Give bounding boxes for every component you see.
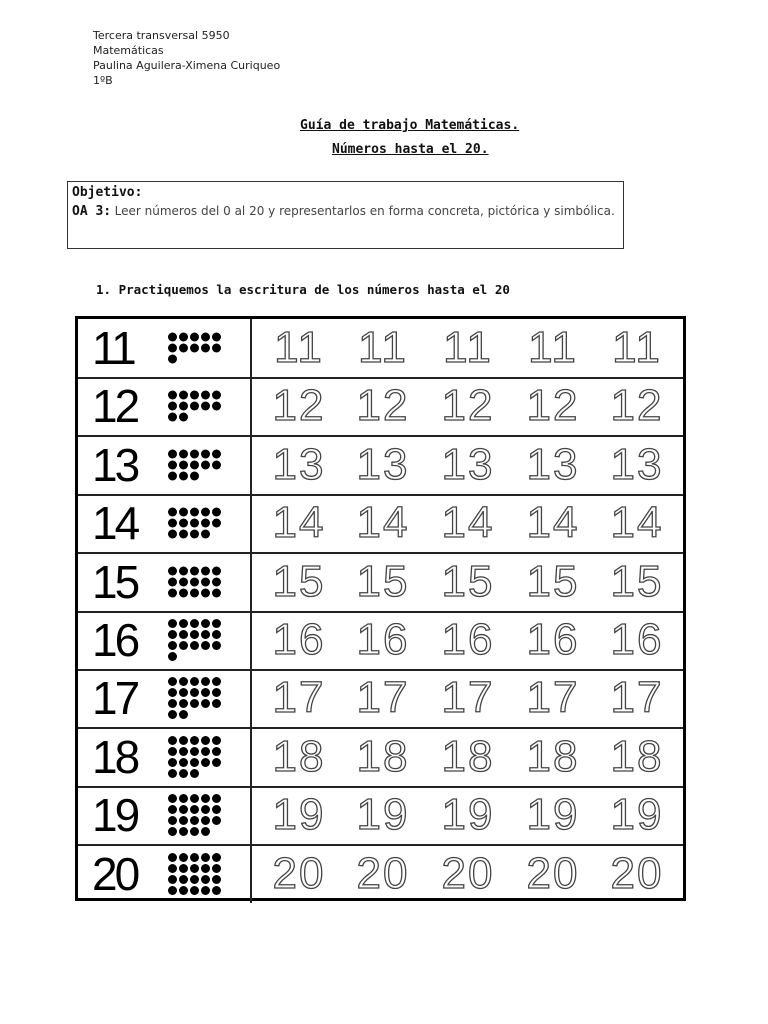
big-number: 13 [92,438,138,491]
counting-dot [212,519,221,528]
counting-dot [179,460,188,469]
big-number: 18 [92,730,138,783]
counting-dot [190,816,199,825]
counting-dot [201,402,210,411]
counting-dot [201,688,210,697]
counting-dot [212,688,221,697]
counting-dot [179,413,188,422]
exercise-title: 1. Practiquemos la escritura de los números hasta el 20 [96,282,510,297]
trace-number[interactable]: 13 [272,439,326,489]
counting-dot [212,460,221,469]
counting-dot [168,402,177,411]
big-number: 12 [92,380,138,433]
trace-number[interactable]: 15 [610,556,664,606]
trace-number[interactable]: 16 [272,615,326,664]
header-grade: 1ºB [93,74,113,87]
counting-dot [190,677,199,686]
counting-dot [190,805,199,814]
counting-dot [179,886,188,895]
counting-dot [212,747,221,756]
counting-dot [168,864,177,873]
counting-dot [201,519,210,528]
counting-dot [190,508,199,517]
counting-dot [201,805,210,814]
dot-group [168,794,223,836]
counting-dot [190,853,199,862]
counting-dot [179,391,188,400]
counting-dot [201,391,210,400]
counting-dot [168,588,177,597]
counting-dot [190,471,199,480]
header-teachers: Paulina Aguilera-Ximena Curiqueo [93,59,281,72]
header-course: Tercera transversal 5950 [93,29,230,42]
trace-number[interactable]: 19 [441,790,495,840]
counting-dot [179,794,188,803]
number-cell [78,611,252,669]
counting-dot [179,699,188,708]
number-cell [78,319,252,377]
dot-group [168,619,223,661]
dot-group [168,677,223,719]
trace-number[interactable]: 20 [441,848,495,898]
counting-dot [168,519,177,528]
counting-dot [201,630,210,639]
trace-number[interactable]: 20 [356,848,410,898]
counting-dot [168,769,177,778]
counting-dot [190,864,199,873]
counting-dot [201,566,210,575]
counting-dot [201,508,210,517]
counting-dot [190,333,199,342]
trace-number[interactable]: 13 [356,439,410,489]
dot-group [168,736,223,778]
counting-dot [190,641,199,650]
counting-dot [168,816,177,825]
trace-number[interactable]: 15 [356,556,410,606]
worksheet-row [78,728,683,788]
counting-dot [179,677,188,686]
trace-number[interactable]: 11 [443,323,493,372]
counting-dot [179,641,188,650]
big-number: 14 [92,497,138,550]
counting-dot [190,391,199,400]
trace-number[interactable]: 11 [358,323,408,372]
counting-dot [190,460,199,469]
counting-dot [190,402,199,411]
counting-dot [168,508,177,517]
trace-number[interactable]: 12 [441,381,495,431]
counting-dot [179,710,188,719]
counting-dot [168,747,177,756]
trace-number[interactable]: 15 [526,556,580,606]
counting-dot [201,577,210,586]
counting-dot [168,577,177,586]
counting-dot [212,577,221,586]
worksheet-row [78,377,683,437]
worksheet-row [78,845,683,903]
counting-dot [179,588,188,597]
counting-dot [168,886,177,895]
counting-dot [201,530,210,539]
trace-number[interactable]: 16 [610,615,664,664]
counting-dot [201,736,210,745]
counting-dot [212,677,221,686]
counting-dot [179,630,188,639]
counting-dot [212,886,221,895]
counting-dot [201,641,210,650]
trace-number[interactable]: 19 [356,790,410,840]
number-cell [78,669,252,727]
counting-dot [201,619,210,628]
trace-number[interactable]: 14 [272,498,326,548]
counting-dot [168,827,177,836]
worksheet-row [78,553,683,613]
counting-dot [168,688,177,697]
trace-number[interactable]: 17 [610,673,664,723]
counting-dot [212,566,221,575]
counting-dot [179,508,188,517]
counting-dot [168,355,177,364]
number-cell [78,728,252,786]
worksheet-row [78,436,683,496]
counting-dot [168,344,177,353]
counting-dot [190,630,199,639]
counting-dot [168,460,177,469]
trace-number[interactable]: 18 [526,731,580,781]
trace-number[interactable]: 20 [610,848,664,898]
counting-dot [201,677,210,686]
counting-dot [190,577,199,586]
counting-dot [212,864,221,873]
counting-dot [179,471,188,480]
counting-dot [179,758,188,767]
trace-number[interactable]: 20 [526,848,580,898]
objective-label: Objetivo: [72,185,143,200]
counting-dot [168,758,177,767]
counting-dot [179,736,188,745]
counting-dot [179,530,188,539]
counting-dot [201,588,210,597]
counting-dot [201,758,210,767]
objective-box [67,181,624,249]
big-number: 20 [92,847,138,900]
counting-dot [168,413,177,422]
counting-dot [179,864,188,873]
counting-dot [179,827,188,836]
counting-dot [179,688,188,697]
counting-dot [201,864,210,873]
trace-number[interactable]: 17 [441,673,495,723]
counting-dot [179,769,188,778]
counting-dot [212,344,221,353]
counting-dot [168,641,177,650]
page-title: Guía de trabajo Matemáticas. [300,118,520,133]
number-cell [78,494,252,552]
counting-dot [179,805,188,814]
trace-number[interactable]: 19 [272,790,326,840]
counting-dot [212,805,221,814]
counting-dot [201,827,210,836]
trace-number[interactable]: 19 [526,790,580,840]
counting-dot [179,875,188,884]
trace-number[interactable]: 18 [356,731,410,781]
counting-dot [168,699,177,708]
counting-dot [212,508,221,517]
counting-dot [201,344,210,353]
counting-dot [168,471,177,480]
trace-number[interactable]: 17 [526,673,580,723]
counting-dot [212,736,221,745]
counting-dot [212,588,221,597]
trace-number[interactable]: 11 [528,323,578,372]
counting-dot [201,333,210,342]
dot-group [168,391,223,422]
worksheet-row [78,494,683,554]
counting-dot [201,449,210,458]
counting-dot [179,816,188,825]
counting-dot [168,677,177,686]
trace-number[interactable]: 16 [526,615,580,664]
counting-dot [179,853,188,862]
counting-dot [168,794,177,803]
counting-dot [179,747,188,756]
counting-dot [179,333,188,342]
counting-dot [190,619,199,628]
counting-dot [190,886,199,895]
header-subject: Matemáticas [93,44,164,57]
trace-number[interactable]: 13 [441,439,495,489]
dot-group [168,333,223,364]
counting-dot [168,391,177,400]
counting-dot [212,333,221,342]
counting-dot [212,794,221,803]
counting-dot [190,699,199,708]
counting-dot [212,619,221,628]
counting-dot [179,619,188,628]
trace-number[interactable]: 20 [272,848,326,898]
counting-dot [190,875,199,884]
counting-dot [212,758,221,767]
counting-dot [190,566,199,575]
trace-number[interactable]: 17 [272,673,326,723]
trace-number[interactable]: 14 [526,498,580,548]
counting-dot [212,391,221,400]
trace-number[interactable]: 14 [441,498,495,548]
counting-dot [179,577,188,586]
trace-number[interactable]: 14 [356,498,410,548]
counting-dot [190,530,199,539]
counting-dot [201,853,210,862]
counting-dot [190,588,199,597]
counting-dot [179,402,188,411]
big-number: 19 [92,789,138,842]
trace-number[interactable]: 15 [272,556,326,606]
counting-dot [179,449,188,458]
counting-dot [168,853,177,862]
counting-dot [190,736,199,745]
counting-dot [190,519,199,528]
number-cell [78,377,252,435]
counting-dot [179,344,188,353]
trace-number[interactable]: 16 [356,615,410,664]
counting-dot [201,816,210,825]
counting-dot [168,449,177,458]
worksheet-row [78,319,683,379]
counting-dot [190,344,199,353]
counting-dot [190,449,199,458]
counting-dot [168,805,177,814]
dot-group [168,508,223,539]
counting-dot [212,853,221,862]
trace-number[interactable]: 11 [274,323,324,372]
trace-number[interactable]: 15 [441,556,495,606]
trace-number[interactable]: 17 [356,673,410,723]
counting-dot [212,699,221,708]
counting-dot [212,630,221,639]
number-cell [78,845,252,903]
counting-dot [190,688,199,697]
counting-dot [168,652,177,661]
trace-number[interactable]: 12 [272,381,326,431]
page-subtitle: Números hasta el 20. [332,142,489,157]
trace-number[interactable]: 13 [610,439,664,489]
trace-number[interactable]: 18 [441,731,495,781]
trace-number[interactable]: 12 [526,381,580,431]
number-cell [78,786,252,844]
counting-dot [201,794,210,803]
big-number: 16 [92,614,138,666]
dot-group [168,449,223,480]
trace-number[interactable]: 19 [610,790,664,840]
counting-dot [168,875,177,884]
counting-dot [168,530,177,539]
worksheet-row [78,786,683,846]
dot-group [168,566,223,597]
counting-dot [201,460,210,469]
objective-text: Leer números del 0 al 20 y representarlos en forma concreta, pictórica y simbólica. [114,204,615,218]
counting-dot [212,402,221,411]
trace-number[interactable]: 11 [612,323,662,372]
trace-number[interactable]: 13 [526,439,580,489]
trace-number[interactable]: 14 [610,498,664,548]
worksheet-row [78,611,683,671]
counting-dot [168,566,177,575]
counting-dot [179,519,188,528]
trace-number[interactable]: 18 [610,731,664,781]
big-number: 11 [92,322,134,374]
tracing-worksheet [75,316,686,901]
big-number: 17 [92,672,138,725]
counting-dot [212,449,221,458]
trace-number[interactable]: 18 [272,731,326,781]
counting-dot [190,758,199,767]
objective-code: OA 3: [72,204,112,219]
number-cell [78,436,252,494]
counting-dot [201,699,210,708]
trace-number[interactable]: 12 [356,381,410,431]
big-number: 15 [92,555,138,608]
counting-dot [168,619,177,628]
counting-dot [201,747,210,756]
trace-number[interactable]: 16 [441,615,495,664]
counting-dot [190,747,199,756]
trace-number[interactable]: 12 [610,381,664,431]
counting-dot [212,875,221,884]
document-header [93,28,280,88]
counting-dot [190,827,199,836]
counting-dot [179,566,188,575]
counting-dot [168,333,177,342]
counting-dot [168,736,177,745]
counting-dot [168,630,177,639]
worksheet-row [78,669,683,729]
counting-dot [201,875,210,884]
dot-group [168,853,223,895]
counting-dot [201,886,210,895]
counting-dot [190,794,199,803]
counting-dot [212,816,221,825]
counting-dot [168,710,177,719]
counting-dot [190,769,199,778]
number-cell [78,553,252,611]
counting-dot [212,641,221,650]
